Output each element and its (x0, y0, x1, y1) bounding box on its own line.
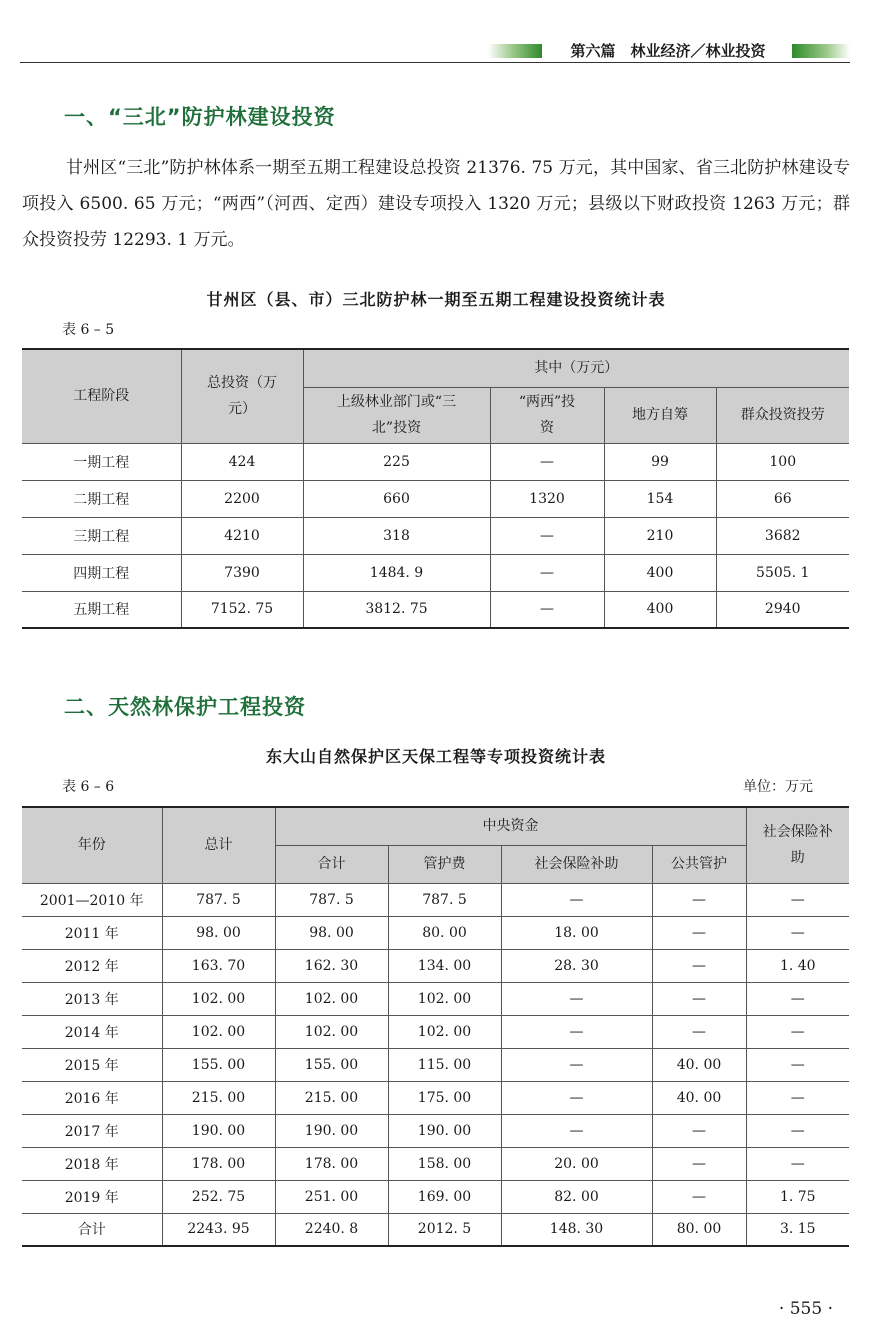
table-cell: 5505. 1 (716, 554, 849, 591)
table-row (22, 1081, 849, 1114)
table-cell: — (746, 916, 849, 949)
table-title-6-5: 甘州区（县、市）三北防护林一期至五期工程建设投资统计表 (206, 290, 666, 309)
table-cell: — (490, 443, 604, 480)
table-cell: — (746, 1048, 849, 1081)
table-cell: 18. 00 (501, 916, 652, 949)
table-row (22, 1213, 849, 1246)
table-cell: 2011 年 (22, 916, 162, 949)
table-cell: 252. 75 (162, 1180, 275, 1213)
table-cell: 100 (716, 443, 849, 480)
table-cell: — (652, 1015, 746, 1048)
table-cell: 225 (303, 443, 490, 480)
table-cell: 4210 (181, 517, 303, 554)
table-cell: 2016 年 (22, 1081, 162, 1114)
table-cell: 28. 30 (501, 949, 652, 982)
table-cell: 2243. 95 (162, 1213, 275, 1246)
table-cell: — (746, 1114, 849, 1147)
table-cell: 251. 00 (275, 1180, 388, 1213)
table-cell: 98. 00 (275, 916, 388, 949)
table-cell: — (501, 1015, 652, 1048)
table-cell: 318 (303, 517, 490, 554)
table-cell: 1484. 9 (303, 554, 490, 591)
table-unit-6-6: 单位：万元 (743, 779, 813, 795)
table-cell: 2200 (181, 480, 303, 517)
table-cell: 99 (604, 443, 716, 480)
table-cell: 1320 (490, 480, 604, 517)
table-cell: — (652, 1114, 746, 1147)
header-total: 总投资（万元） (181, 349, 303, 443)
table-cell: 400 (604, 554, 716, 591)
section-paragraph-sanbei: 甘州区“三北”防护林体系一期至五期工程建设总投资 21376. 75 万元，其中国家、省三北防护林建设专项投入 6500. 65 万元；“两西”（河西、定西）建设专项投入 1320 万元；县级以下财政投资 1263 万元；群众投资投劳 12293. 1 万元。 (22, 158, 850, 250)
table-cell: 2019 年 (22, 1180, 162, 1213)
table-cell: 二期工程 (22, 480, 181, 517)
table-cell: 四期工程 (22, 554, 181, 591)
table-cell: 400 (604, 591, 716, 628)
table-cell: — (501, 982, 652, 1015)
header-rule (20, 62, 850, 63)
table-cell: — (490, 554, 604, 591)
table-cell: 190. 00 (275, 1114, 388, 1147)
table-number-6-5: 表 6 – 5 (62, 322, 115, 338)
table-cell: — (501, 1048, 652, 1081)
table-cell: — (746, 1015, 849, 1048)
table-number-6-6: 表 6 – 6 (62, 779, 115, 795)
table-row (22, 554, 849, 591)
table-cell: — (652, 916, 746, 949)
table-cell: 7152. 75 (181, 591, 303, 628)
table-cell: 2013 年 (22, 982, 162, 1015)
table-cell: 155. 00 (162, 1048, 275, 1081)
table-cell: 175. 00 (388, 1081, 501, 1114)
table-row (22, 1180, 849, 1213)
table-cell: 2001—2010 年 (22, 883, 162, 916)
chapter-title: 第六篇 林业经济／林业投资 (570, 42, 766, 60)
table-cell: 787. 5 (388, 883, 501, 916)
table-cell: 162. 30 (275, 949, 388, 982)
header-management-fee: 管护费 (388, 845, 501, 883)
table-cell: 20. 00 (501, 1147, 652, 1180)
header-subtotal: 合计 (275, 845, 388, 883)
table-cell: 660 (303, 480, 490, 517)
header-social-subsidy: 社会保险补助 (501, 845, 652, 883)
table-cell: 3. 15 (746, 1213, 849, 1246)
header-central-funds: 中央资金 (275, 807, 746, 845)
table-cell: 102. 00 (162, 982, 275, 1015)
table-cell: — (746, 883, 849, 916)
header-liangxi: “两西”投资 (490, 387, 604, 443)
table-cell: 178. 00 (275, 1147, 388, 1180)
table-cell: 148. 30 (501, 1213, 652, 1246)
table-cell: 98. 00 (162, 916, 275, 949)
table-cell: 2015 年 (22, 1048, 162, 1081)
table-row (22, 480, 849, 517)
header-mass: 群众投资投劳 (716, 387, 849, 443)
table-cell: — (490, 517, 604, 554)
table-cell: — (652, 883, 746, 916)
table-cell: 三期工程 (22, 517, 181, 554)
table-cell: 155. 00 (275, 1048, 388, 1081)
table-cell: 2940 (716, 591, 849, 628)
table-cell: — (652, 1180, 746, 1213)
table-cell: 一期工程 (22, 443, 181, 480)
header-upper: 上级林业部门或“三北”投资 (303, 387, 490, 443)
header-grand-total: 总计 (162, 807, 275, 883)
table-cell: — (746, 1081, 849, 1114)
table-cell: — (501, 1114, 652, 1147)
table-cell: 102. 00 (388, 1015, 501, 1048)
header-decoration-right (792, 44, 850, 58)
header-stage: 工程阶段 (22, 349, 181, 443)
table-cell: 2012 年 (22, 949, 162, 982)
table-cell: 787. 5 (275, 883, 388, 916)
table-cell: 154 (604, 480, 716, 517)
table-cell: 3812. 75 (303, 591, 490, 628)
table-cell: 787. 5 (162, 883, 275, 916)
table-row (22, 1114, 849, 1147)
table-cell: 115. 00 (388, 1048, 501, 1081)
table-cell: 210 (604, 517, 716, 554)
header-public-management: 公共管护 (652, 845, 746, 883)
table-row (22, 883, 849, 916)
table-cell: 82. 00 (501, 1180, 652, 1213)
table-cell: 7390 (181, 554, 303, 591)
table-row (22, 1048, 849, 1081)
table-cell: 2018 年 (22, 1147, 162, 1180)
table-cell: 2012. 5 (388, 1213, 501, 1246)
table-cell: — (652, 1147, 746, 1180)
table-6-6 (22, 806, 849, 1247)
table-cell: — (652, 949, 746, 982)
section-heading-sanbei: 一、“三北”防护林建设投资 (64, 105, 336, 129)
header-social-insurance: 社会保险补助 (746, 807, 849, 883)
table-cell: 3682 (716, 517, 849, 554)
header-among: 其中（万元） (303, 349, 849, 387)
table-cell: 66 (716, 480, 849, 517)
table-cell: 215. 00 (275, 1081, 388, 1114)
table-row (22, 949, 849, 982)
table-cell: 2014 年 (22, 1015, 162, 1048)
table-cell: 80. 00 (652, 1213, 746, 1246)
table-cell: 190. 00 (388, 1114, 501, 1147)
table-row (22, 916, 849, 949)
table-cell: — (746, 982, 849, 1015)
table-row (22, 591, 849, 628)
table-title-6-6: 东大山自然保护区天保工程等专项投资统计表 (265, 747, 606, 766)
header-local: 地方自筹 (604, 387, 716, 443)
table-row (22, 1015, 849, 1048)
page-number: · 555 · (778, 1299, 833, 1319)
running-header (488, 41, 850, 61)
table-row (22, 443, 849, 480)
table-cell: 40. 00 (652, 1048, 746, 1081)
table-cell: 169. 00 (388, 1180, 501, 1213)
table-cell: 215. 00 (162, 1081, 275, 1114)
table-cell: 2240. 8 (275, 1213, 388, 1246)
table-cell: 190. 00 (162, 1114, 275, 1147)
table-cell: 134. 00 (388, 949, 501, 982)
table-cell: 1. 40 (746, 949, 849, 982)
table-cell: 80. 00 (388, 916, 501, 949)
table-row (22, 982, 849, 1015)
table-cell: 424 (181, 443, 303, 480)
table-cell: — (652, 982, 746, 1015)
table-cell: 158. 00 (388, 1147, 501, 1180)
header-year: 年份 (22, 807, 162, 883)
table-cell: 102. 00 (275, 1015, 388, 1048)
table-cell: 五期工程 (22, 591, 181, 628)
table-row (22, 1147, 849, 1180)
table-cell: 合计 (22, 1213, 162, 1246)
table-cell: 1. 75 (746, 1180, 849, 1213)
section-heading-tianranlin: 二、天然林保护工程投资 (64, 695, 306, 719)
table-cell: — (746, 1147, 849, 1180)
table-cell: — (501, 883, 652, 916)
table-cell: 2017 年 (22, 1114, 162, 1147)
header-decoration-left (488, 44, 542, 58)
table-6-5 (22, 348, 849, 629)
table-cell: 102. 00 (275, 982, 388, 1015)
table-cell: 40. 00 (652, 1081, 746, 1114)
table-cell: 163. 70 (162, 949, 275, 982)
table-row (22, 517, 849, 554)
table-cell: 102. 00 (388, 982, 501, 1015)
table-cell: 102. 00 (162, 1015, 275, 1048)
table-cell: 178. 00 (162, 1147, 275, 1180)
table-cell: — (501, 1081, 652, 1114)
table-cell: — (490, 591, 604, 628)
